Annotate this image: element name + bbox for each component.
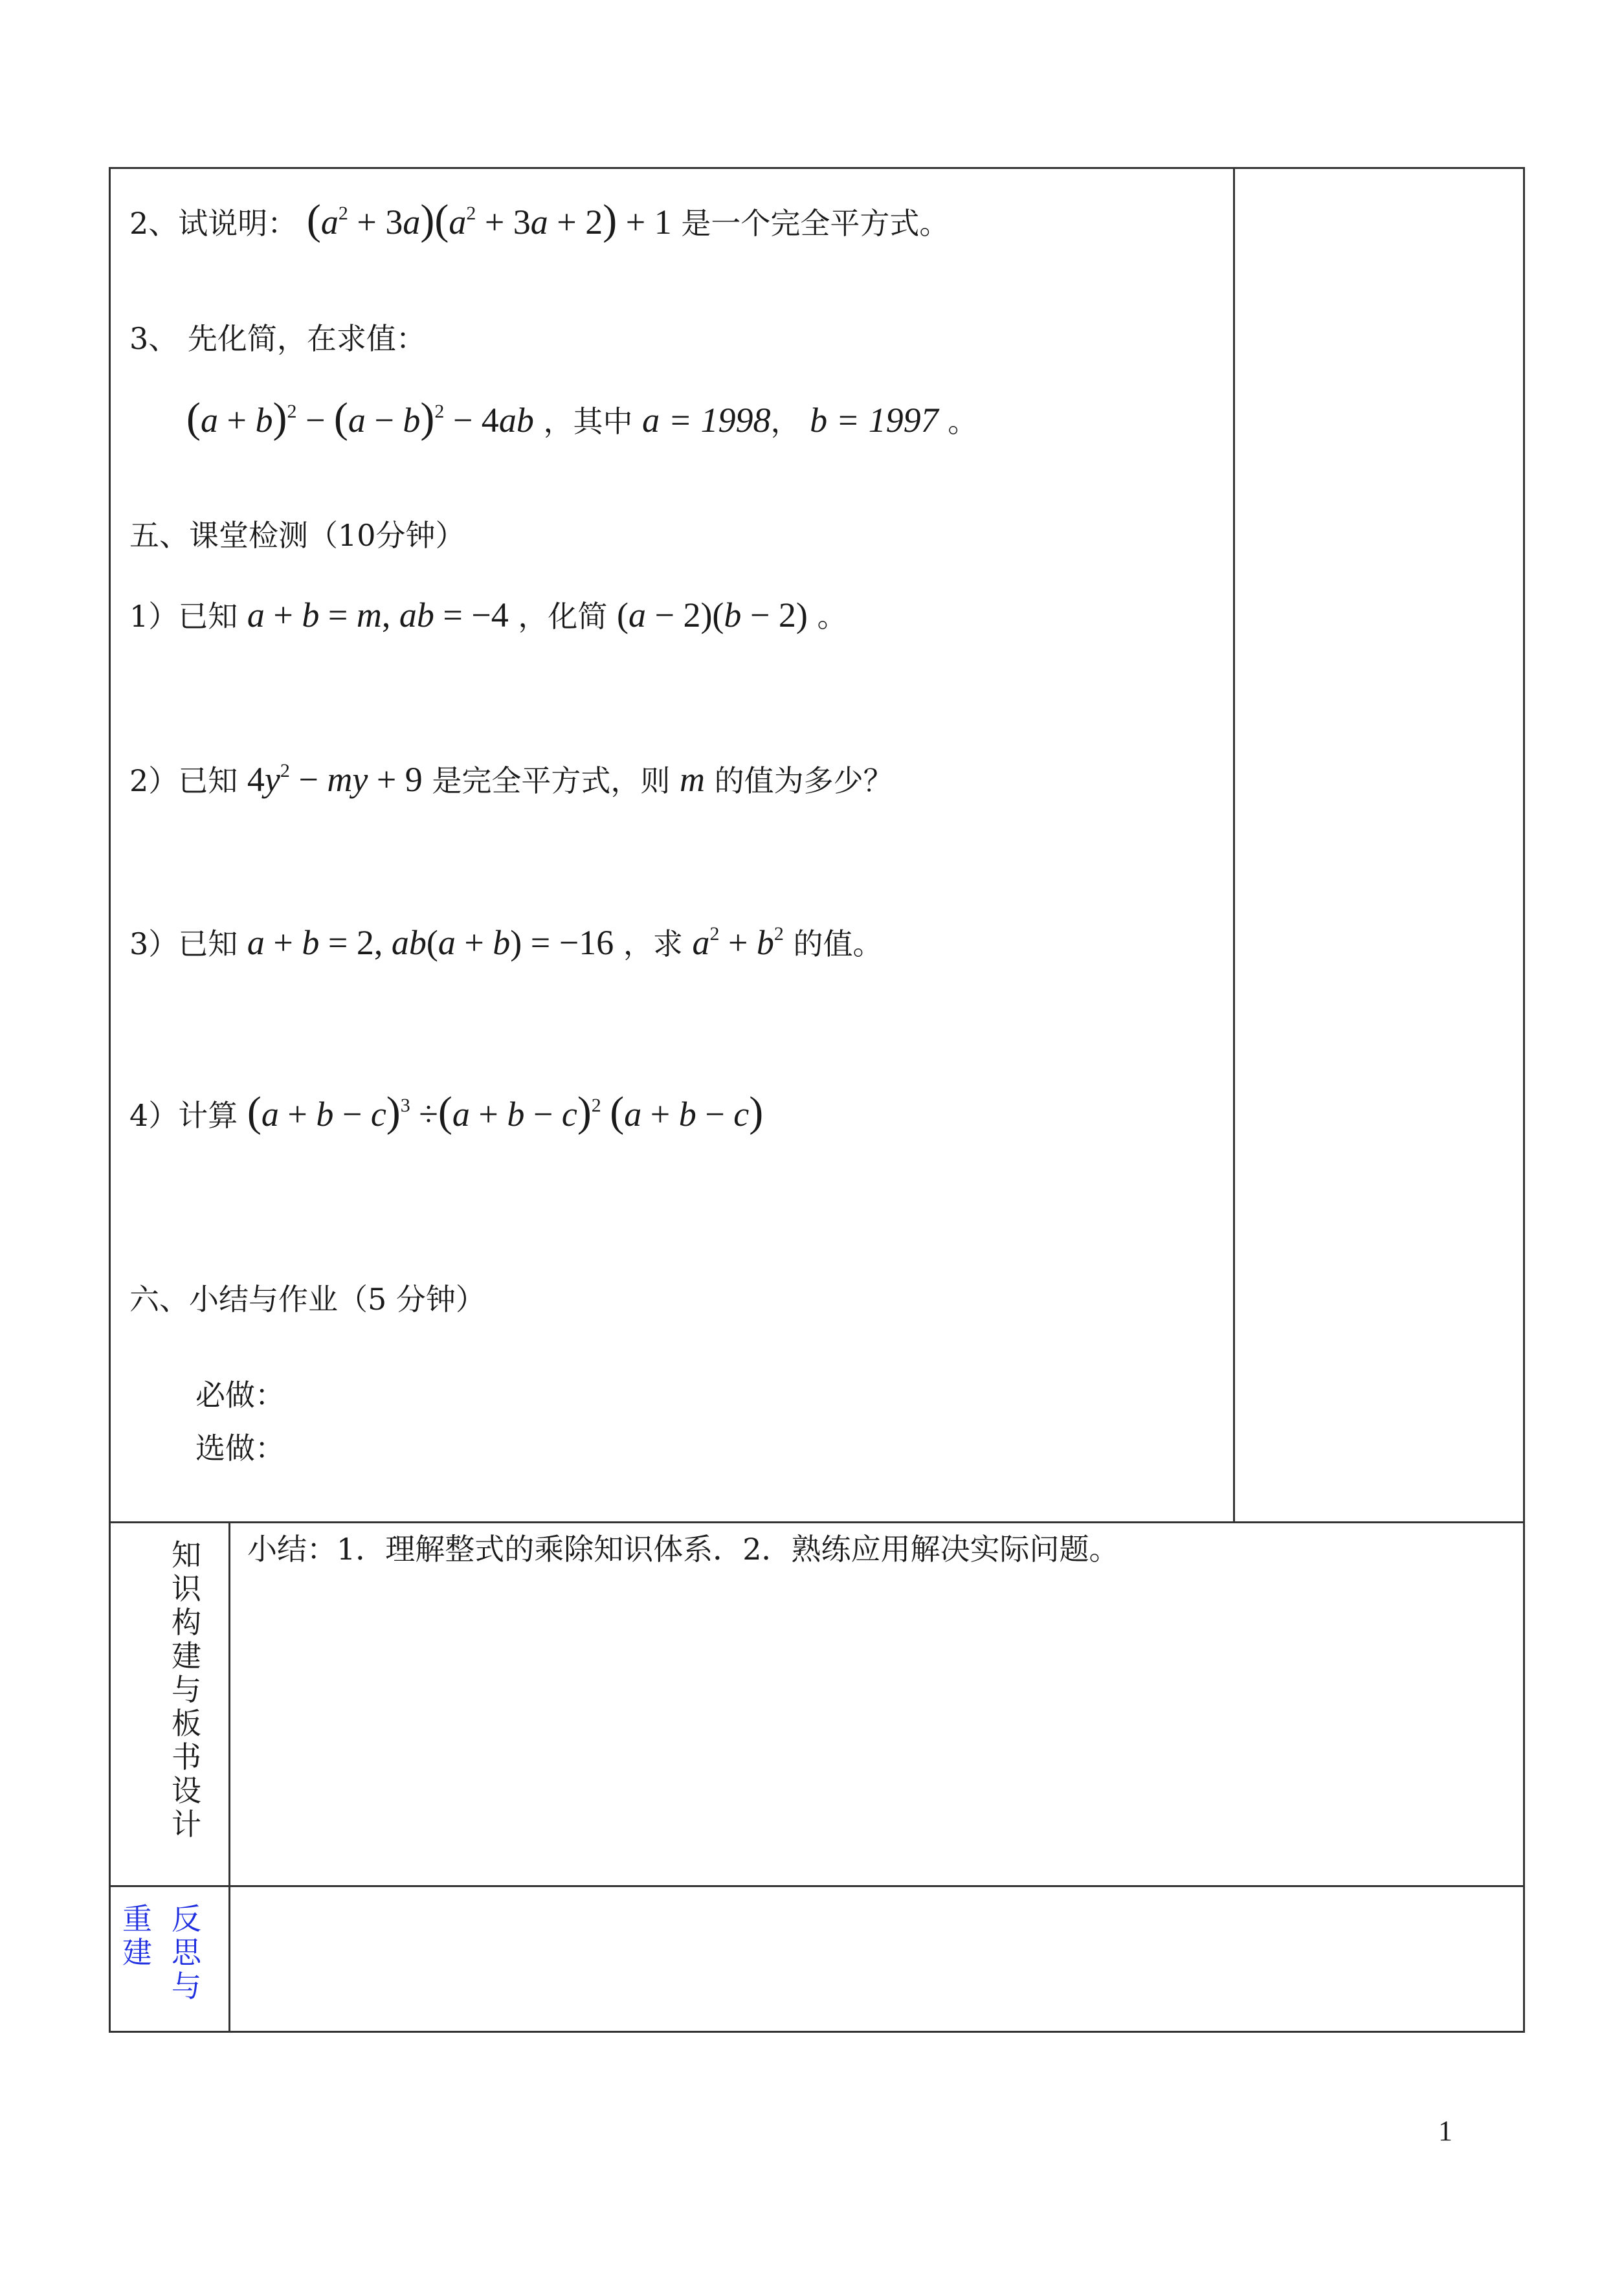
problem-3-condition: a + b = 2, ab(a + b) = −16 — [247, 923, 614, 962]
reflection-row-top-border — [109, 1885, 1525, 1887]
right-column-divider — [1233, 167, 1235, 1523]
problem-2-expression: $4y^2$ − my + 9 — [247, 760, 423, 799]
knowledge-label — [170, 1538, 203, 1841]
reflection-label-char: 建 — [122, 1935, 152, 1970]
problem-3-end: 的值。 — [793, 926, 883, 961]
question-2-expression: $(a^2 + 3a)(a^2 + 3a + 2) + 1$ — [306, 196, 672, 243]
reflection-label-char: 与 — [172, 1969, 201, 2004]
question-3-a-value: a = 1998 — [642, 401, 771, 440]
problem-1-label: 1）已知 — [129, 599, 238, 634]
knowledge-label-char: 构 — [172, 1605, 201, 1640]
check-problem-1 — [129, 594, 847, 636]
knowledge-label-char: 板 — [172, 1706, 201, 1741]
knowledge-row-top-border — [109, 1521, 1525, 1523]
problem-3-expression: $a^2 + b^2$ — [692, 923, 784, 962]
knowledge-label-char: 建 — [172, 1639, 201, 1673]
problem-2-label: 2）已知 — [129, 763, 238, 798]
problem-2-variable: m — [680, 760, 706, 799]
homework-optional: 选做： — [195, 1431, 285, 1466]
knowledge-label-char: 与 — [172, 1672, 201, 1707]
problem-1-expression: (a − 2)(b − 2) — [617, 596, 808, 634]
problem-1-text: ，化简 — [518, 599, 608, 634]
check-problem-4 — [129, 1086, 763, 1137]
reflection-label-col1 — [120, 1902, 154, 1969]
knowledge-label-char: 识 — [172, 1571, 201, 1606]
problem-4-expression: $(a + b - c)^3 \div(a + b - c)^2$ (a + b − c) — [247, 1088, 764, 1135]
problem-1-end: 。 — [817, 599, 847, 634]
knowledge-label-char: 书 — [172, 1739, 201, 1774]
question-2-label: 2、试说明： — [129, 206, 298, 241]
question-3-where: ，其中 — [543, 404, 633, 439]
homework-required: 必做： — [195, 1378, 285, 1413]
reflection-label-char: 思 — [172, 1935, 201, 1970]
reflection-label-char: 重 — [122, 1901, 152, 1936]
question-2 — [129, 194, 949, 245]
question-3-b-value: b = 1997 — [810, 401, 939, 440]
question-3-expression: $(a + b)^2 - (a - b)^2 - 4ab$ — [186, 394, 534, 442]
page-number: 1 — [1438, 2115, 1452, 2147]
reflection-label-char: 反 — [172, 1901, 201, 1936]
question-3-title: 3、 先化简，在求值： — [129, 321, 426, 356]
problem-3-label: 3）已知 — [129, 926, 238, 961]
question-2-text: 是一个完全平方式。 — [681, 206, 950, 241]
knowledge-summary: 小结：1．理解整式的乘除知识体系．2．熟练应用解决实际问题。 — [247, 1532, 1119, 1567]
knowledge-label-char: 设 — [172, 1773, 201, 1808]
question-3-end: 。 — [948, 404, 978, 439]
problem-1-condition: a + b = m, ab = −4 — [247, 596, 509, 634]
question-3: $(a + b)^2 - (a - b)^2 - 4ab$ ，其中 a = 1998， b = 1997 。 — [186, 394, 978, 442]
problem-4-label: 4）计算 — [129, 1098, 238, 1133]
knowledge-label-char: 知 — [172, 1538, 201, 1572]
problem-2-text: 是完全平方式，则 — [432, 763, 671, 798]
problem-2-end: 的值为多少？ — [714, 763, 893, 798]
label-column-divider — [228, 1521, 230, 2033]
check-problem-2 — [129, 759, 893, 801]
section-six-title: 六、小结与作业（5 分钟） — [129, 1282, 485, 1317]
section-five-title: 五、课堂检测（10分钟） — [129, 518, 465, 553]
problem-3-text: ，求 — [623, 926, 683, 961]
reflection-label-col2 — [170, 1902, 203, 2003]
knowledge-label-char: 计 — [172, 1807, 201, 1842]
check-problem-3 — [129, 922, 883, 964]
